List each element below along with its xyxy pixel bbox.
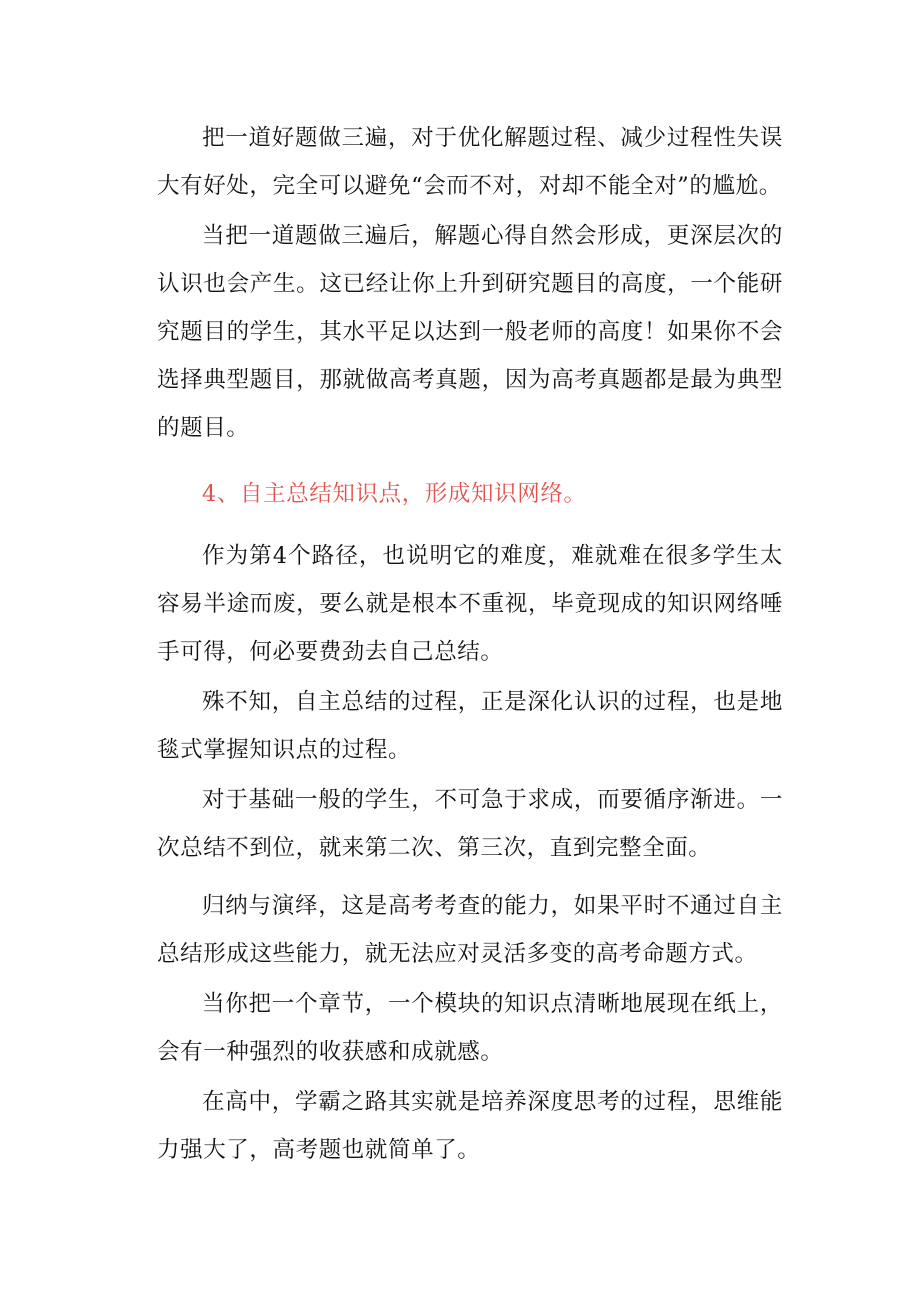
paragraph-sense-of-achievement: 当你把一个章节，一个模块的知识点清晰地展现在纸上，会有一种强烈的收获感和成就感。 xyxy=(157,991,783,1065)
document-body xyxy=(157,114,783,1174)
paragraph-study-questions: 当把一道题做三遍后，解题心得自然会形成，更深层次的认识也会产生。这已经让你上升到研究题目的高度，一个能研究题目的学生，其水平足以达到一般老师的高度！如果你不会选择典型题目，那就做高考真题，因为高考真题都是最为典型的题目。 xyxy=(157,223,783,441)
paragraph-deep-thinking: 在高中，学霸之路其实就是培养深度思考的过程，思维能力强大了，高考题也就简单了。 xyxy=(157,1089,783,1163)
paragraph-step-by-step: 对于基础一般的学生，不可急于求成，而要循序渐进。一次总结不到位，就来第二次、第三次，直到完整全面。 xyxy=(157,787,783,861)
paragraph-do-three-times: 把一道好题做三遍，对于优化解题过程、减少过程性失误大有好处，完全可以避免“会而不对，对却不能全对”的尴尬。 xyxy=(157,125,783,199)
section-heading: 4、自主总结知识点，形成知识网络。 xyxy=(202,481,587,507)
paragraph-path-four: 作为第4个路径，也说明它的难度，难就难在很多学生太容易半途而废，要么就是根本不重视，毕竟现成的知识网络唾手可得，何必要费劲去自己总结。 xyxy=(157,543,783,665)
paragraph-induction-deduction: 归纳与演绎，这是高考考查的能力，如果平时不通过自主总结形成这些能力，就无法应对灵活多变的高考命题方式。 xyxy=(157,893,783,967)
paragraph-summary-process: 殊不知，自主总结的过程，正是深化认识的过程，也是地毯式掌握知识点的过程。 xyxy=(157,689,783,763)
